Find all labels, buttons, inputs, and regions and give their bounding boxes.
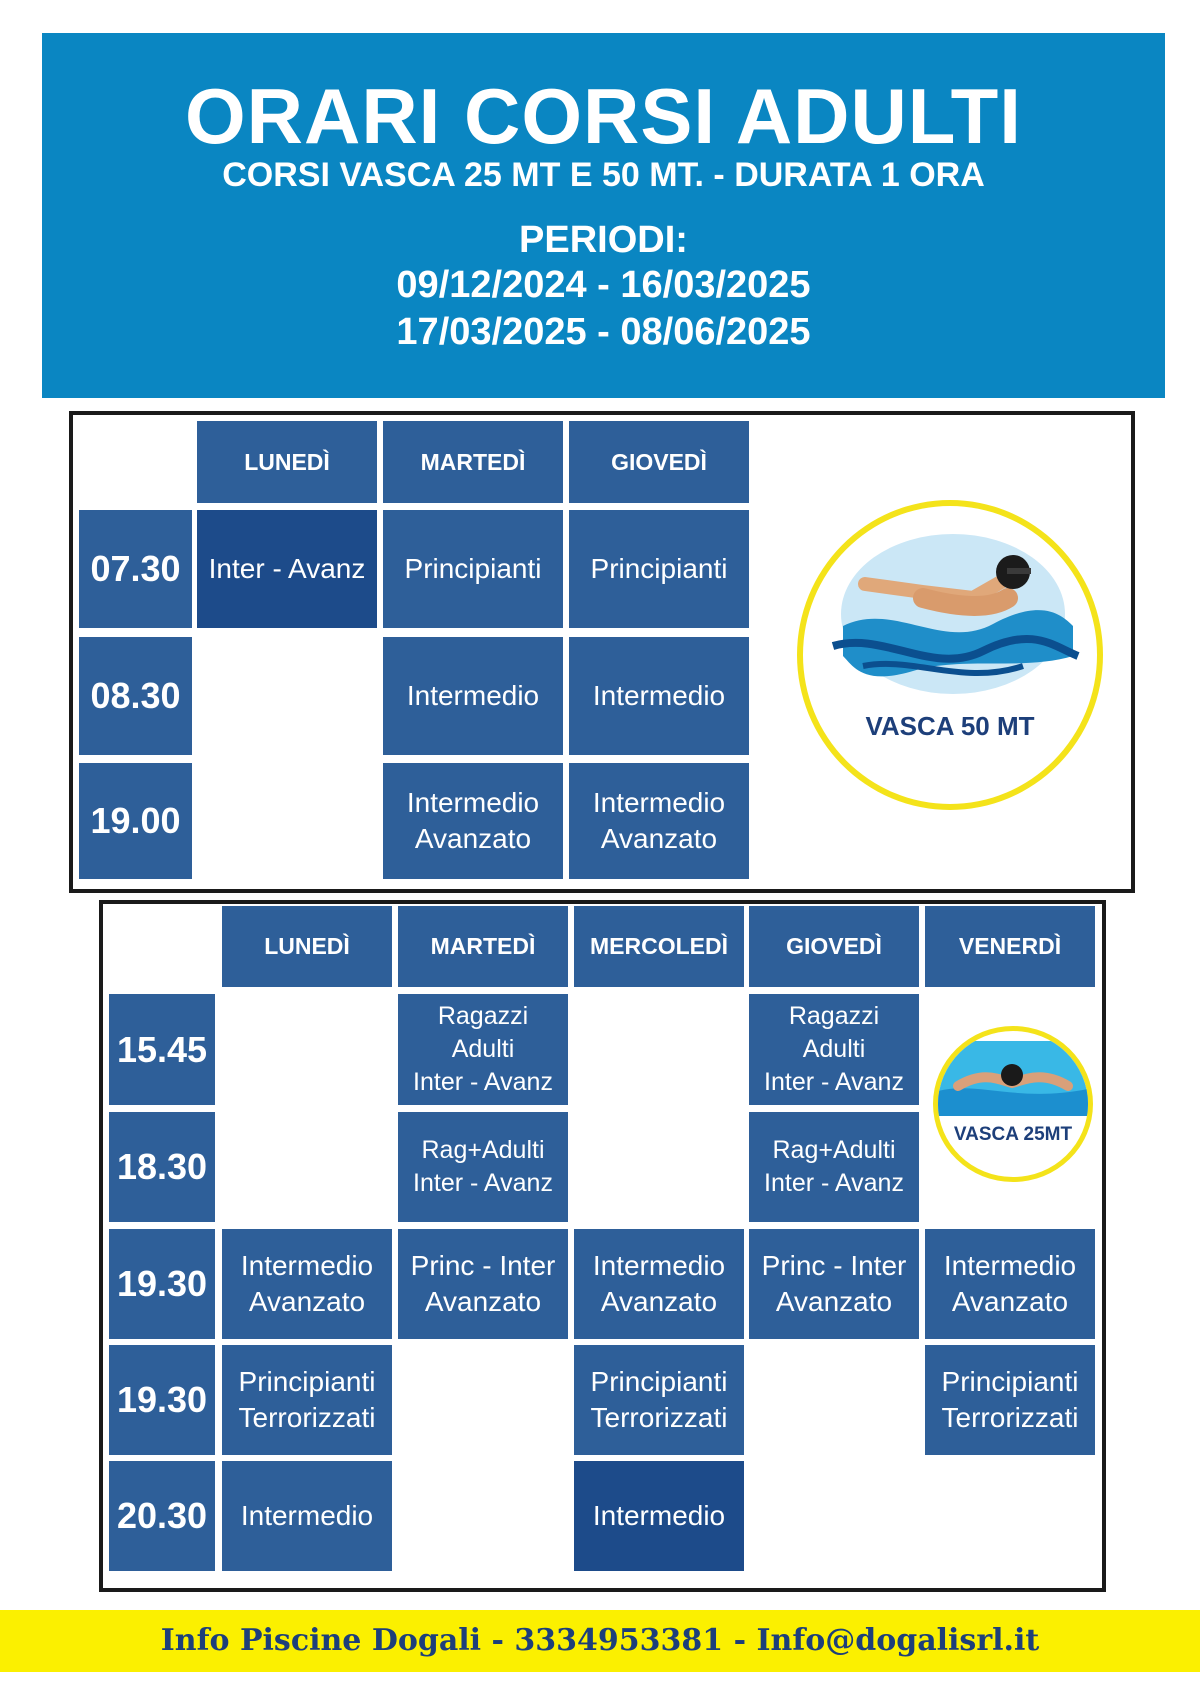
period-1: 09/12/2024 - 16/03/2025 bbox=[396, 264, 811, 306]
time-slot: 18.30 bbox=[109, 1112, 215, 1222]
footer-info: Info Piscine Dogali - 3334953381 - Info@dogalisrl.it bbox=[0, 1610, 1200, 1672]
course-cell: Princ - Inter Avanzato bbox=[398, 1229, 568, 1339]
day-header: MERCOLEDÌ bbox=[574, 906, 744, 987]
page-title: ORARI CORSI ADULTI bbox=[185, 72, 1022, 160]
pool-50-logo-text: VASCA 50 MT bbox=[865, 711, 1035, 741]
day-header: GIOVEDÌ bbox=[749, 906, 919, 987]
course-cell: Principianti Terrorizzati bbox=[222, 1345, 392, 1455]
swimmer-icon bbox=[938, 1031, 1088, 1177]
course-cell: Intermedio bbox=[383, 637, 563, 755]
day-header: LUNEDÌ bbox=[197, 421, 377, 503]
course-cell: Principianti Terrorizzati bbox=[925, 1345, 1095, 1455]
time-slot: 15.45 bbox=[109, 994, 215, 1105]
course-cell: Rag+Adulti Inter - Avanz bbox=[398, 1112, 568, 1222]
time-slot: 07.30 bbox=[79, 510, 192, 628]
course-cell: Inter - Avanz bbox=[197, 510, 377, 628]
time-slot: 19.30 bbox=[109, 1345, 215, 1455]
period-2: 17/03/2025 - 08/06/2025 bbox=[396, 311, 811, 353]
course-cell: Intermedio Avanzato bbox=[574, 1229, 744, 1339]
course-cell: Intermedio bbox=[569, 637, 749, 755]
time-slot: 19.30 bbox=[109, 1229, 215, 1339]
course-cell: Intermedio bbox=[574, 1461, 744, 1571]
time-slot: 19.00 bbox=[79, 763, 192, 879]
periods-label: PERIODI: bbox=[519, 219, 688, 261]
pool-50-logo bbox=[797, 500, 1103, 810]
course-cell: Principianti bbox=[569, 510, 749, 628]
day-header: GIOVEDÌ bbox=[569, 421, 749, 503]
course-cell: Intermedio Avanzato bbox=[222, 1229, 392, 1339]
course-cell: Princ - Inter Avanzato bbox=[749, 1229, 919, 1339]
swimmer-icon bbox=[803, 506, 1097, 804]
pool-25-logo bbox=[933, 1026, 1093, 1182]
pool-25-logo-text: VASCA 25MT bbox=[953, 1124, 1073, 1145]
day-header: LUNEDÌ bbox=[222, 906, 392, 987]
course-cell: Ragazzi Adulti Inter - Avanz bbox=[398, 994, 568, 1105]
course-cell: Ragazzi Adulti Inter - Avanz bbox=[749, 994, 919, 1105]
day-header: VENERDÌ bbox=[925, 906, 1095, 987]
course-cell: Intermedio Avanzato bbox=[925, 1229, 1095, 1339]
header-banner bbox=[42, 33, 1165, 398]
time-slot: 20.30 bbox=[109, 1461, 215, 1571]
course-cell: Principianti Terrorizzati bbox=[574, 1345, 744, 1455]
day-header: MARTEDÌ bbox=[398, 906, 568, 987]
course-cell: Intermedio Avanzato bbox=[569, 763, 749, 879]
course-cell: Intermedio Avanzato bbox=[383, 763, 563, 879]
course-cell: Intermedio bbox=[222, 1461, 392, 1571]
course-cell: Rag+Adulti Inter - Avanz bbox=[749, 1112, 919, 1222]
time-slot: 08.30 bbox=[79, 637, 192, 755]
page-subtitle: CORSI VASCA 25 MT E 50 MT. - DURATA 1 ORA bbox=[222, 156, 985, 194]
day-header: MARTEDÌ bbox=[383, 421, 563, 503]
course-cell: Principianti bbox=[383, 510, 563, 628]
